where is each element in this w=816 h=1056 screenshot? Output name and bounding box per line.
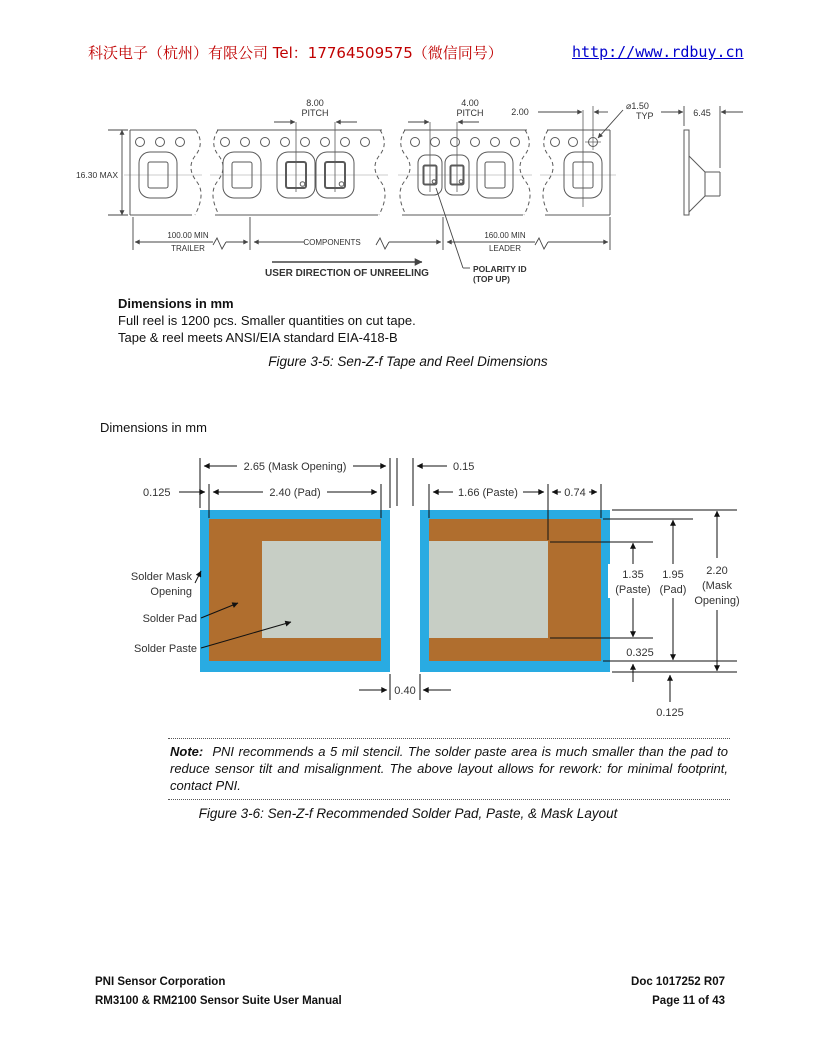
leader-label: LEADER — [488, 244, 522, 253]
dim-6-45: 6.45 — [693, 108, 711, 118]
mask-height-label1: (Mask — [702, 580, 732, 592]
right-paste-rect — [429, 541, 548, 638]
gap-0-40: 0.40 — [394, 685, 416, 697]
paste-width: 1.66 (Paste) — [458, 487, 518, 499]
footer-right — [631, 973, 725, 1011]
dim-16-30-max: 16.30 MAX — [75, 170, 118, 180]
solder-pad-label: Solder Pad — [142, 613, 197, 625]
dim-4-pitch-label: PITCH — [456, 108, 484, 118]
dimensions-in-mm-bold: Dimensions in mm — [118, 296, 234, 311]
pad-right-0-74: 0.74 — [564, 487, 586, 499]
offset-0-125-left: 0.125 — [143, 487, 171, 499]
note-title: Note: — [170, 744, 204, 759]
polarity-id-label: POLARITY ID — [473, 264, 527, 274]
stencil-note — [168, 738, 730, 800]
offset-0-125-bottom: 0.125 — [656, 707, 684, 719]
pad-height-value: 1.95 — [662, 569, 684, 581]
right-pad-stack — [420, 510, 610, 672]
footer-doc-number: Doc 1017252 R07 — [631, 976, 725, 988]
pad-height-label: (Pad) — [659, 584, 687, 596]
unreeling-direction-label: USER DIRECTION OF UNREELING — [265, 268, 429, 279]
full-reel-note: Full reel is 1200 pcs. Smaller quantities on cut tape. — [118, 313, 416, 328]
pad-width: 2.40 (Pad) — [269, 487, 321, 499]
paste-height-value: 1.35 — [622, 569, 644, 581]
tape-side-view — [684, 106, 720, 215]
mask-height-label2: Opening) — [694, 595, 740, 607]
footer-page-number: Page 11 of 43 — [652, 995, 725, 1007]
mask-height-value: 2.20 — [706, 565, 728, 577]
trailer-label: TRAILER — [171, 244, 205, 253]
left-pad-stack — [200, 510, 390, 672]
mask-opening-width: 2.65 (Mask Opening) — [243, 461, 347, 473]
note-body: PNI recommends a 5 mil stencil. The solder paste area is much smaller than the pad to reduce sensor tilt and misalignment. The above layout allows for rework: for minimal footprint, contact PNI. — [170, 744, 728, 793]
dim-8-pitch-label: PITCH — [301, 108, 329, 118]
offset-0-325: 0.325 — [626, 647, 654, 659]
solder-mask-label-2: Opening — [150, 586, 192, 598]
trailer-value: 100.00 MIN — [167, 231, 209, 240]
paste-height-label: (Paste) — [615, 584, 651, 596]
dim-8-pitch-value: 8.00 — [306, 98, 324, 108]
solder-layout-drawing — [95, 450, 790, 735]
tape-strip — [124, 106, 616, 215]
solder-paste-label: Solder Paste — [134, 643, 197, 655]
ansi-standard-note: Tape & reel meets ANSI/EIA standard EIA-418-B — [118, 330, 398, 345]
dim-hole-diameter: ⌀1.50 — [626, 101, 649, 111]
gap-0-15: 0.15 — [453, 461, 475, 473]
header-company-line: 科沃电子（杭州）有限公司 Tel：17764509575（微信同号） — [88, 44, 503, 62]
solder-mask-label-1: Solder Mask — [130, 571, 192, 583]
figure-3-5-caption: Figure 3-5: Sen-Z-f Tape and Reel Dimensions — [268, 354, 548, 369]
header-url-link[interactable]: http://www.rdbuy.cn — [572, 43, 744, 61]
leader-value: 160.00 MIN — [484, 231, 526, 240]
figure-3-6-caption: Figure 3-6: Sen-Z-f Recommended Solder Pad, Paste, & Mask Layout — [198, 806, 618, 821]
polarity-top-up-label: (TOP UP) — [473, 274, 510, 284]
footer-company: PNI Sensor Corporation — [95, 976, 226, 988]
footer-left — [95, 973, 342, 1011]
left-paste-rect — [262, 541, 381, 638]
dim-2-00: 2.00 — [511, 107, 529, 117]
components-label: COMPONENTS — [303, 238, 361, 247]
footer-manual-title: RM3100 & RM2100 Sensor Suite User Manual — [95, 995, 342, 1007]
dim-hole-typ: TYP — [636, 111, 654, 121]
dimensions-in-mm-regular: Dimensions in mm — [100, 420, 207, 435]
tape-and-reel-drawing — [75, 92, 770, 297]
dim-4-pitch-value: 4.00 — [461, 98, 479, 108]
